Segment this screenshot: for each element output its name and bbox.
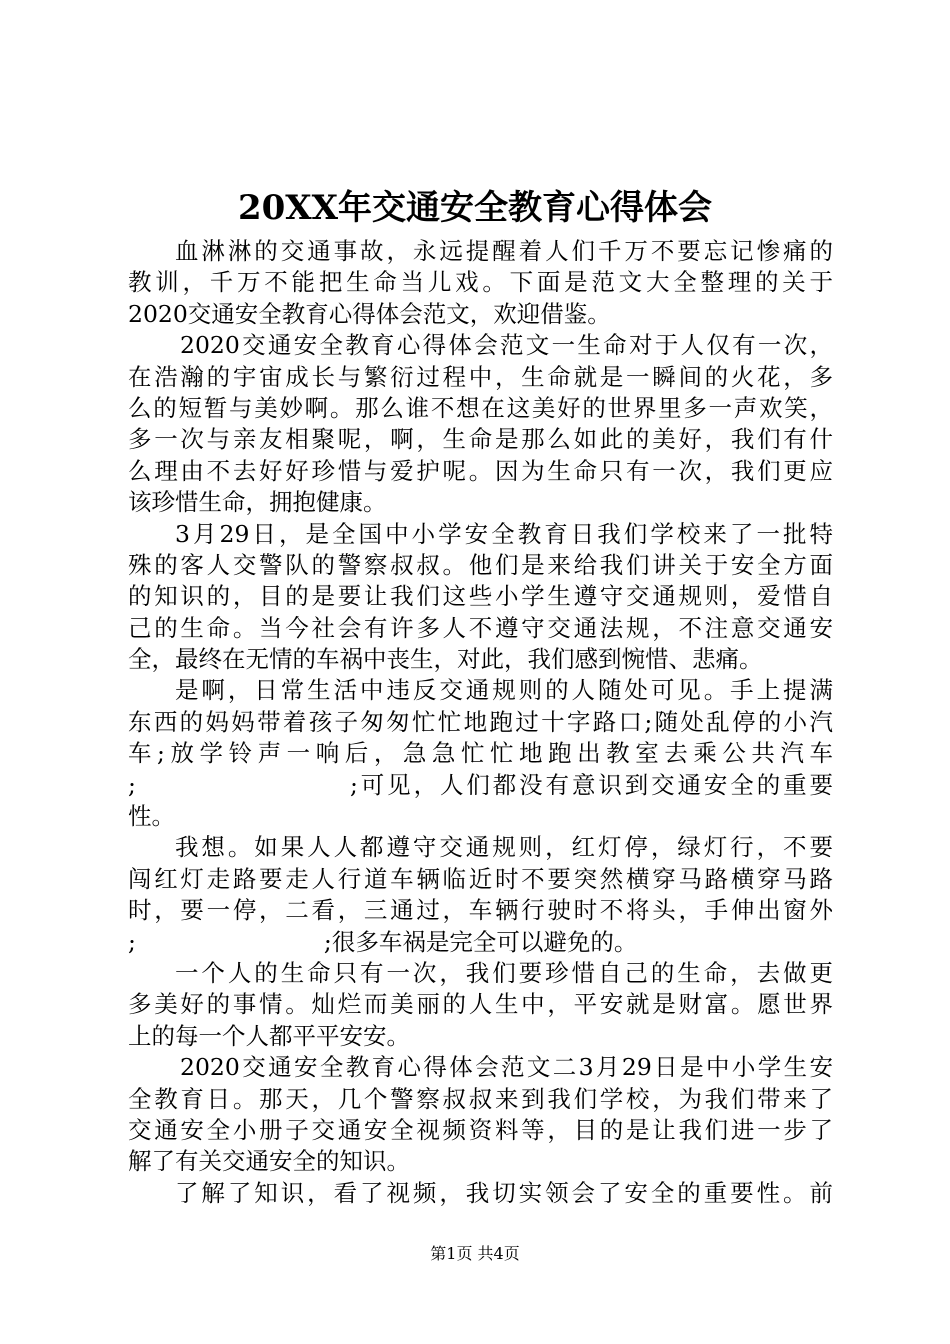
- body-text-line: 教训，千万不能把生命当儿戏。下面是范文大全整理的关于: [128, 268, 833, 297]
- body-text-line: 在浩瀚的宇宙成长与繁衍过程中，生命就是一瞬间的火花，多: [128, 362, 833, 391]
- body-text-line: 性。: [128, 802, 175, 831]
- body-text-line: 血淋淋的交通事故，永远提醒着人们千万不要忘记惨痛的: [175, 237, 833, 265]
- body-text-line: 的知识的，目的是要让我们这些小学生遵守交通规则，爱惜自: [128, 582, 833, 611]
- body-text-line: 该珍惜生命，拥抱健康。: [128, 488, 387, 517]
- body-text-line: 是啊，日常生活中违反交通规则的人随处可见。手上提满: [175, 676, 833, 705]
- body-text-line: 么的短暂与美妙啊。那么谁不想在这美好的世界里多一声欢笑，: [128, 393, 833, 422]
- body-text-line: 多美好的事情。灿烂而美丽的人生中，平安就是财富。愿世界: [128, 990, 833, 1019]
- body-text-line: 2020交通安全教育心得体会范文，欢迎借鉴。: [128, 299, 611, 328]
- body-text-line: 了解了知识，看了视频，我切实领会了安全的重要性。前: [175, 1178, 833, 1207]
- body-text-line: 2020交通安全教育心得体会范文一生命对于人仅有一次，: [180, 331, 833, 360]
- body-text-line: 全，最终在无情的车祸中丧生，对此，我们感到惋惜、悲痛。: [128, 645, 763, 674]
- body-text-line: 上的每一个人都平平安安。: [128, 1021, 410, 1050]
- body-text-line: ; ;很多车祸是完全可以避免的。: [128, 927, 638, 956]
- body-text-line: 2020交通安全教育心得体会范文二3月29日是中小学生安: [180, 1053, 833, 1082]
- body-text-line: 己的生命。当今社会有许多人不遵守交通法规，不注意交通安: [128, 613, 833, 642]
- body-text-line: 多一次与亲友相聚呢，啊，生命是那么如此的美好，我们有什: [128, 425, 833, 454]
- body-text-line: 交通安全小册子交通安全视频资料等，目的是让我们进一步了: [128, 1115, 833, 1144]
- body-text-line: 全教育日。那天，几个警察叔叔来到我们学校，为我们带来了: [128, 1084, 833, 1113]
- body-text-line: 我想。如果人人都遵守交通规则，红灯停，绿灯行，不要: [175, 833, 833, 862]
- body-text-line: ; ;可见，人们都没有意识到交通安全的重要: [128, 770, 833, 799]
- body-text-line: 车;放学铃声一响后，急急忙忙地跑出教室去乘公共汽车: [128, 739, 833, 768]
- body-text-line: 解了有关交通安全的知识。: [128, 1147, 410, 1176]
- body-text-line: 一个人的生命只有一次，我们要珍惜自己的生命，去做更: [175, 958, 833, 987]
- document-title: 20XX年交通安全教育心得体会: [237, 188, 713, 228]
- body-text-line: 闯红灯走路要走人行道车辆临近时不要突然横穿马路横穿马路: [128, 864, 833, 893]
- body-text-line: 3月29日，是全国中小学安全教育日我们学校来了一批特: [175, 519, 833, 548]
- body-text-line: 东西的妈妈带着孩子匆匆忙忙地跑过十字路口;随处乱停的小汽: [128, 707, 833, 736]
- body-text-line: 么理由不去好好珍惜与爱护呢。因为生命只有一次，我们更应: [128, 456, 833, 485]
- body-text-line: 时，要一停，二看，三通过，车辆行驶时不将头，手伸出窗外: [128, 896, 833, 925]
- page-footer: 第1页 共4页: [430, 1244, 520, 1263]
- document-body: [128, 236, 833, 1209]
- body-text-line: 殊的客人交警队的警察叔叔。他们是来给我们讲关于安全方面: [128, 550, 833, 579]
